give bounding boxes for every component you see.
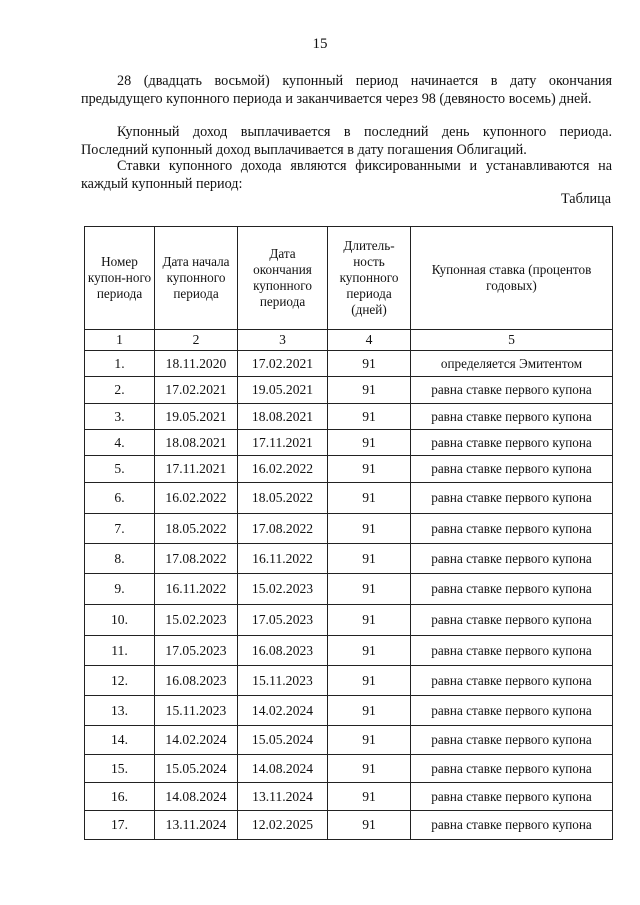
row-end-date: 13.11.2024: [238, 783, 328, 811]
table-row: [85, 666, 613, 696]
row-duration: 91: [328, 456, 411, 483]
row-number: 14.: [85, 726, 155, 755]
row-number: 13.: [85, 696, 155, 726]
table-row: [85, 636, 613, 666]
row-number: 12.: [85, 666, 155, 696]
row-number: 11.: [85, 636, 155, 666]
header-period-number: Номер купон-ного периода: [85, 227, 155, 330]
column-number-row: [85, 330, 613, 351]
row-end-date: 12.02.2025: [238, 811, 328, 840]
row-coupon-rate: равна ставке первого купона: [411, 430, 613, 456]
row-coupon-rate: равна ставке первого купона: [411, 636, 613, 666]
row-end-date: 16.08.2023: [238, 636, 328, 666]
page-number: 15: [312, 36, 328, 52]
column-number: 5: [411, 330, 613, 351]
column-number: 1: [85, 330, 155, 351]
row-duration: 91: [328, 430, 411, 456]
row-duration: 91: [328, 636, 411, 666]
row-end-date: 14.08.2024: [238, 755, 328, 783]
row-coupon-rate: равна ставке первого купона: [411, 666, 613, 696]
row-number: 5.: [85, 456, 155, 483]
row-start-date: 17.11.2021: [155, 456, 238, 483]
row-duration: 91: [328, 605, 411, 636]
row-end-date: 15.02.2023: [238, 574, 328, 605]
row-number: 16.: [85, 783, 155, 811]
row-start-date: 17.08.2022: [155, 544, 238, 574]
row-number: 7.: [85, 514, 155, 544]
row-start-date: 18.11.2020: [155, 351, 238, 377]
row-number: 17.: [85, 811, 155, 840]
row-duration: 91: [328, 783, 411, 811]
row-number: 4.: [85, 430, 155, 456]
row-coupon-rate: равна ставке первого купона: [411, 811, 613, 840]
row-duration: 91: [328, 666, 411, 696]
row-coupon-rate: равна ставке первого купона: [411, 605, 613, 636]
row-end-date: 16.02.2022: [238, 456, 328, 483]
header-coupon-rate: Купонная ставка (процентов годовых): [411, 227, 613, 330]
row-duration: 91: [328, 351, 411, 377]
coupon-table: [84, 226, 613, 840]
row-start-date: 15.02.2023: [155, 605, 238, 636]
row-coupon-rate: равна ставке первого купона: [411, 755, 613, 783]
paragraph-coupon-rates: Ставки купонного дохода являются фиксированными и устанавливаются на каждый купонный период:: [81, 158, 612, 192]
row-duration: 91: [328, 483, 411, 514]
row-number: 9.: [85, 574, 155, 605]
row-duration: 91: [328, 811, 411, 840]
table-row: [85, 783, 613, 811]
column-number: 3: [238, 330, 328, 351]
row-number: 6.: [85, 483, 155, 514]
table-row: [85, 605, 613, 636]
row-duration: 91: [328, 726, 411, 755]
row-coupon-rate: равна ставке первого купона: [411, 456, 613, 483]
row-start-date: 15.11.2023: [155, 696, 238, 726]
row-coupon-rate: равна ставке первого купона: [411, 377, 613, 404]
row-start-date: 17.02.2021: [155, 377, 238, 404]
row-end-date: 17.02.2021: [238, 351, 328, 377]
row-end-date: 18.05.2022: [238, 483, 328, 514]
table-row: [85, 726, 613, 755]
table-row: [85, 811, 613, 840]
row-end-date: 18.08.2021: [238, 404, 328, 430]
row-coupon-rate: равна ставке первого купона: [411, 404, 613, 430]
row-end-date: 17.11.2021: [238, 430, 328, 456]
row-end-date: 17.05.2023: [238, 605, 328, 636]
row-number: 2.: [85, 377, 155, 404]
row-start-date: 18.05.2022: [155, 514, 238, 544]
row-end-date: 15.11.2023: [238, 666, 328, 696]
table-header-row: [85, 227, 613, 330]
paragraph-coupon-payment: Купонный доход выплачивается в последний день купонного периода. Последний купонный доход выплачивается в дату погашения Облигаций.: [81, 124, 612, 158]
row-duration: 91: [328, 514, 411, 544]
row-number: 1.: [85, 351, 155, 377]
row-duration: 91: [328, 755, 411, 783]
table-row: [85, 696, 613, 726]
table-row: [85, 351, 613, 377]
row-duration: 91: [328, 696, 411, 726]
column-number: 4: [328, 330, 411, 351]
header-start-date: Дата начала купонного периода: [155, 227, 238, 330]
row-number: 10.: [85, 605, 155, 636]
row-start-date: 13.11.2024: [155, 811, 238, 840]
table-row: [85, 377, 613, 404]
row-coupon-rate: равна ставке первого купона: [411, 514, 613, 544]
row-start-date: 14.02.2024: [155, 726, 238, 755]
row-number: 3.: [85, 404, 155, 430]
row-end-date: 15.05.2024: [238, 726, 328, 755]
row-duration: 91: [328, 377, 411, 404]
row-coupon-rate: равна ставке первого купона: [411, 544, 613, 574]
row-coupon-rate: равна ставке первого купона: [411, 574, 613, 605]
row-coupon-rate: равна ставке первого купона: [411, 483, 613, 514]
row-start-date: 18.08.2021: [155, 430, 238, 456]
table-row: [85, 404, 613, 430]
table-row: [85, 544, 613, 574]
row-start-date: 14.08.2024: [155, 783, 238, 811]
table-caption: Таблица: [560, 191, 611, 207]
table-row: [85, 514, 613, 544]
header-end-date: Дата окончания купонного периода: [238, 227, 328, 330]
row-start-date: 19.05.2021: [155, 404, 238, 430]
row-end-date: 17.08.2022: [238, 514, 328, 544]
row-start-date: 16.02.2022: [155, 483, 238, 514]
header-duration: Длитель-ность купонного периода (дней): [328, 227, 411, 330]
column-number: 2: [155, 330, 238, 351]
table-row: [85, 755, 613, 783]
table-row: [85, 574, 613, 605]
row-start-date: 16.11.2022: [155, 574, 238, 605]
row-number: 15.: [85, 755, 155, 783]
row-end-date: 16.11.2022: [238, 544, 328, 574]
row-duration: 91: [328, 574, 411, 605]
row-start-date: 16.08.2023: [155, 666, 238, 696]
table-row: [85, 456, 613, 483]
table-body: [85, 351, 613, 840]
row-duration: 91: [328, 544, 411, 574]
table-row: [85, 430, 613, 456]
table-row: [85, 483, 613, 514]
row-end-date: 14.02.2024: [238, 696, 328, 726]
row-start-date: 17.05.2023: [155, 636, 238, 666]
row-coupon-rate: равна ставке первого купона: [411, 696, 613, 726]
row-start-date: 15.05.2024: [155, 755, 238, 783]
row-end-date: 19.05.2021: [238, 377, 328, 404]
paragraph-period-28: 28 (двадцать восьмой) купонный период начинается в дату окончания предыдущего купонного периода и заканчивается через 98 (девяносто восемь) дней.: [81, 73, 612, 107]
row-number: 8.: [85, 544, 155, 574]
row-duration: 91: [328, 404, 411, 430]
row-coupon-rate: равна ставке первого купона: [411, 783, 613, 811]
row-coupon-rate: равна ставке первого купона: [411, 726, 613, 755]
row-coupon-rate: определяется Эмитентом: [411, 351, 613, 377]
